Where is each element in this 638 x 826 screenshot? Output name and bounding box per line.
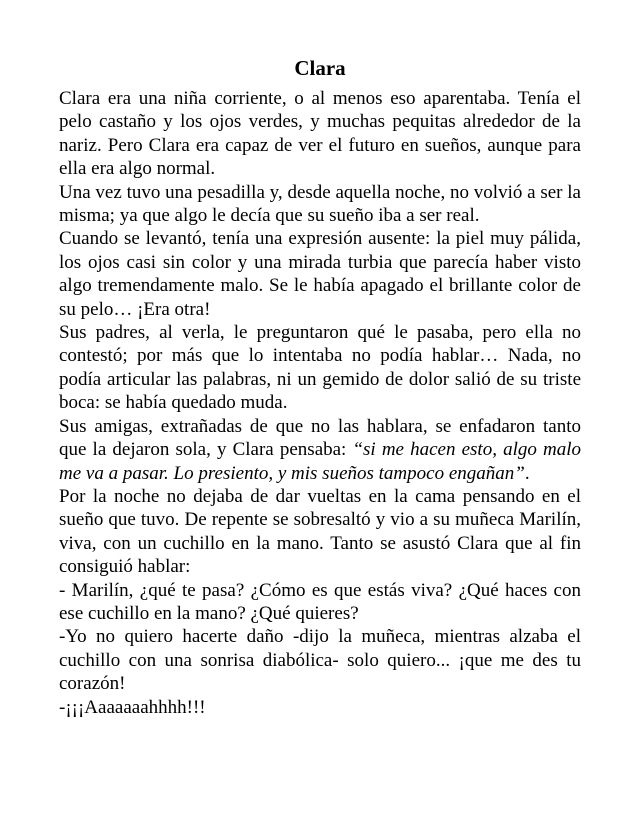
- paragraph-5: [59, 415, 581, 485]
- paragraph-5-end: .: [524, 462, 530, 484]
- paragraph-1: Clara era una niña corriente, o al menos eso aparentaba. Tenía el pelo castaño y los ojos verdes, y muchas pequitas alrededor de la nariz. Pero Clara era capaz de ver el futuro en sueños, aunque para ella era algo normal.: [59, 88, 581, 180]
- paragraph-3: Cuando se levantó, tenía una expresión ausente: la piel muy pálida, los ojos casi sin color y una mirada turbia que parecía haber visto algo tremendamente malo. Se le había apagado el brillante color de su pelo… ¡Era otra!: [59, 228, 581, 320]
- paragraph-5-text: Sus amigas, extrañadas de que no las hablara, se enfadaron tanto que la dejaron sola, y Clara pensaba:: [59, 415, 581, 461]
- dialogue-line-1: - Marilín, ¿qué te pasa? ¿Cómo es que estás viva? ¿Qué haces con ese cuchillo en la mano? ¿Qué quieres?: [59, 579, 581, 624]
- dialogue-line-3: -¡¡¡Aaaaaaahhhh!!!: [59, 696, 206, 718]
- paragraph-2: Una vez tuvo una pesadilla y, desde aquella noche, no volvió a ser la misma; ya que algo le decía que su sueño iba a ser real.: [59, 181, 581, 227]
- document-page: [59, 56, 581, 719]
- dialogue-line-2: -Yo no quiero hacerte daño -dijo la muñeca, mientras alzaba el cuchillo con una sonrisa diabólica- solo quiero... ¡que me des tu corazón!: [59, 626, 581, 695]
- document-title: Clara: [294, 56, 346, 80]
- paragraph-4: Sus padres, al verla, le preguntaron qué le pasaba, pero ella no contestó; por más que lo intentaba no podía hablar… Nada, no podía articular las palabras, ni un gemido de dolor salió de su triste boca: se había quedado muda.: [59, 322, 581, 414]
- paragraph-5-quote: “si me hacen esto, algo malo me va a pasar. Lo presiento, y mis sueños tampoco engañan”: [59, 439, 581, 484]
- paragraph-6: Por la noche no dejaba de dar vueltas en la cama pensando en el sueño que tuvo. De repente se sobresaltó y vio a su muñeca Marilín, viva, con un cuchillo en la mano. Tanto se asustó Clara que al fin consiguió hablar:: [59, 485, 581, 578]
